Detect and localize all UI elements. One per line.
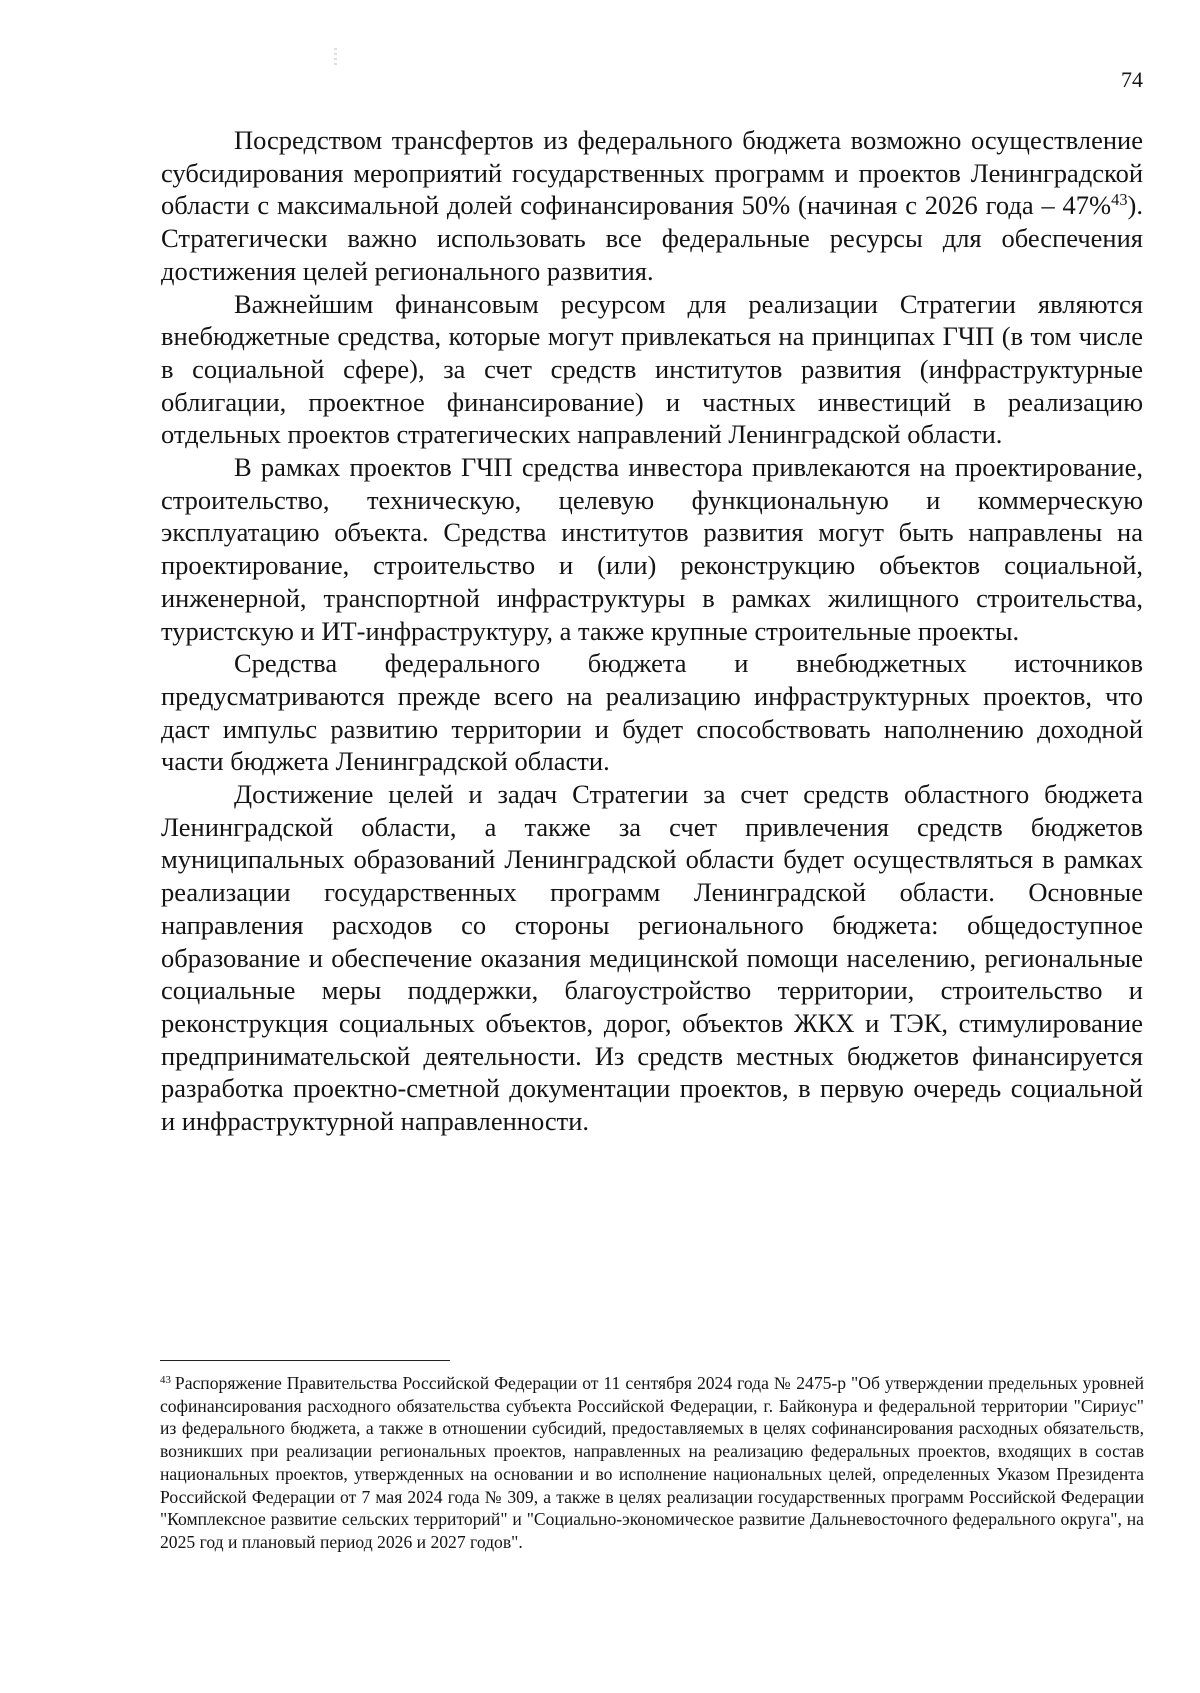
paragraph-4: Средства федерального бюджета и внебюджетных источников предусматриваются прежде всего на реализацию инфраструктурных проектов, что даст импульс развитию территории и будет способствовать наполнению доходной части бюджета Ленинградской области. — [161, 648, 1143, 777]
body-text — [161, 124, 1143, 1138]
footnote-text: Распоряжение Правительства Российской Федерации от 11 сентября 2024 года № 2475-р "Об утверждении предельных уровней софинансирования расходного обязательства субъекта Российской Федерации, г. Байконура и федеральной территории "Сириус" из федерального бюджета, а также в отношении субсидий, предоставляемых в целях софинансирования расходных обязательств, возникших при реализации региональных проектов, направленных на реализацию федеральных проектов, входящих в состав национальных проектов, утвержденных на основании и во исполнение национальных целей, определенных Указом Президента Российской Федерации от 7 мая 2024 года № 309, а также в целях реализации государственных программ Российской Федерации "Комплексное развитие сельских территорий" и "Социально-экономическое развитие Дальневосточного федерального округа", на 2025 год и плановый период 2026 и 2027 годов". — [160, 1373, 1144, 1552]
footnote-reference[interactable]: 43 — [1111, 190, 1128, 210]
paragraph-1 — [161, 124, 1143, 288]
paragraph-5: Достижение целей и задач Стратегии за счет средств областного бюджета Ленинградской области, а также за счет привлечения средств бюджетов муниципальных образований Ленинградской области будет осуществляться в рамках реализации государственных программ Ленинградской области. Основные направления расходов со стороны регионального бюджета: общедоступное образование и обеспечение оказания медицинской помощи населению, региональные социальные меры поддержки, благоустройство территории, строительство и реконструкция социальных объектов, дорог, объектов ЖКХ и ТЭК, стимулирование предпринимательской деятельности. Из средств местных бюджетов финансируется разработка проектно-сметной документации проектов, в первую очередь социальной и инфраструктурной направленности. — [161, 779, 1143, 1137]
footnote-divider — [160, 1360, 450, 1361]
paragraph-1-text-before: Посредством трансфертов из федерального бюджета возможно осуществление субсидирования мероприятий государственных программ и проектов Ленинградской области с максимальной долей софинансирования 50% (начиная с 2026 года – 47% — [161, 125, 1143, 221]
footnote-paragraph — [160, 1372, 1144, 1554]
footnote — [160, 1372, 1144, 1554]
paragraph-1-text-after: ). Стратегически важно использовать все федеральные ресурсы для обеспечения достижения целей регионального развития. — [161, 190, 1143, 286]
scan-artifact — [334, 48, 337, 66]
paragraph-2: Важнейшим финансовым ресурсом для реализации Стратегии являются внебюджетные средства, которые могут привлекаться на принципах ГЧП (в том числе в социальной сфере), за счет средств институтов развития (инфраструктурные облигации, проектное финансирование) и частных инвестиций в реализацию отдельных проектов стратегических направлений Ленинградской области. — [161, 288, 1143, 450]
page-number: 74 — [1121, 67, 1143, 92]
paragraph-3: В рамках проектов ГЧП средства инвестора привлекаются на проектирование, строительство, техническую, целевую функциональную и коммерческую эксплуатацию объекта. Средства институтов развития могут быть направлены на проектирование, строительство и (или) реконструкцию объектов социальной, инженерной, транспортной инфраструктуры в рамках жилищного строительства, туристскую и ИТ-инфраструктуру, а также крупные строительные проекты. — [161, 452, 1143, 646]
footnote-number: 43 — [160, 1374, 171, 1386]
